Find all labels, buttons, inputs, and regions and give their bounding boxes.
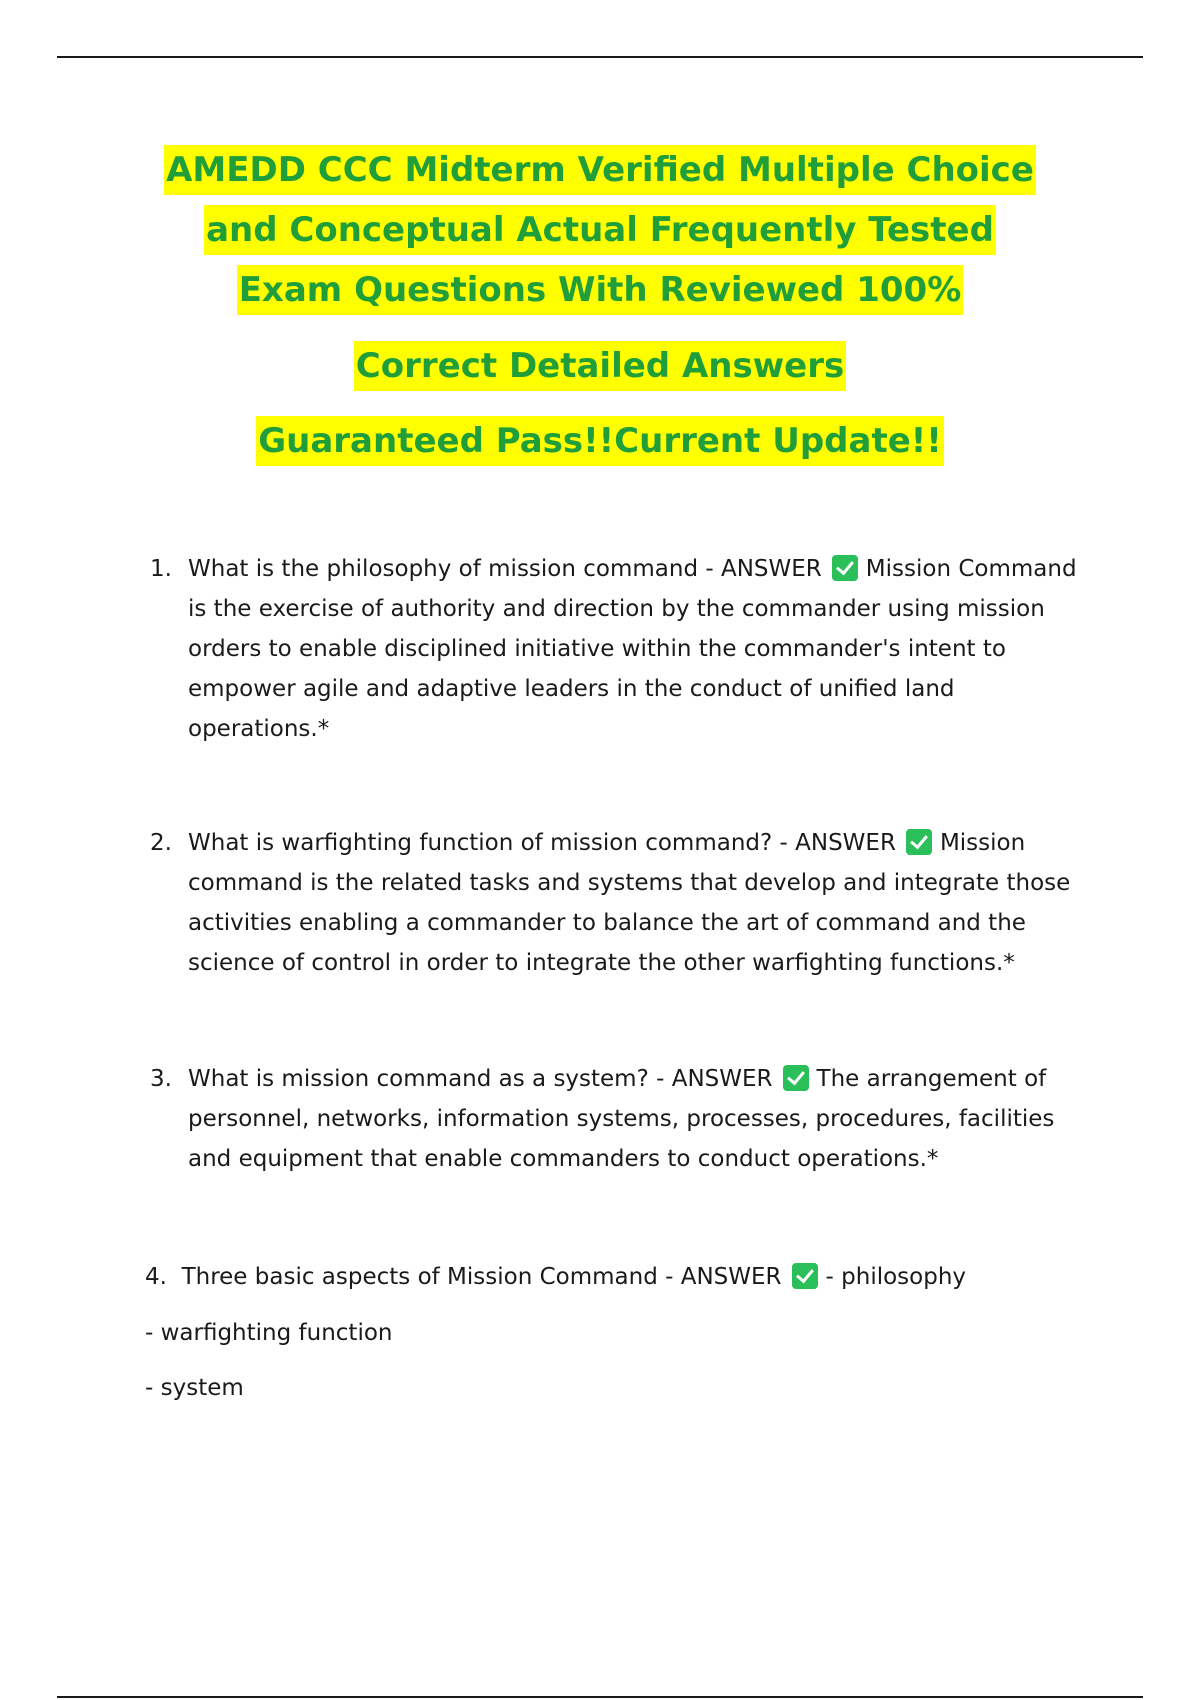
title-line-4: Correct Detailed Answers bbox=[354, 341, 846, 391]
question-text: What is warfighting function of mission command? - ANSWER bbox=[188, 830, 896, 856]
title-line-5: Guaranteed Pass!!Current Update!! bbox=[256, 416, 944, 466]
answer-text: Mission Command is the exercise of authority and direction by the commander using mission orders to enable disciplined initiative within the commander's intent to empower agile and adaptive leaders in the conduct of unified land operations.* bbox=[188, 556, 1077, 742]
answer-text: The arrangement of personnel, networks, information systems, processes, procedures, facilities and equipment that enable commanders to conduct operations.* bbox=[188, 1066, 1055, 1172]
question-item-4 bbox=[145, 1257, 1095, 1408]
question-number: 4. bbox=[145, 1264, 167, 1290]
question-number: 1. bbox=[150, 556, 172, 582]
answer-text: - philosophy bbox=[825, 1264, 967, 1290]
question-text: What is mission command as a system? - ANSWER bbox=[188, 1066, 773, 1092]
answer-list-item: - warfighting function bbox=[145, 1320, 393, 1346]
bottom-rule bbox=[57, 1696, 1143, 1698]
question-item-3 bbox=[150, 1059, 1100, 1179]
title-line-2: and Conceptual Actual Frequently Tested bbox=[204, 205, 996, 255]
answer-text: Mission command is the related tasks and systems that develop and integrate those activities enabling a commander to balance the art of command and the science of control in order to integrate the other warfighting functions.* bbox=[188, 830, 1071, 976]
title-line-1: AMEDD CCC Midterm Verified Multiple Choice bbox=[164, 145, 1036, 195]
question-number: 3. bbox=[150, 1066, 172, 1092]
check-mark-icon bbox=[906, 829, 932, 855]
title-line-3: Exam Questions With Reviewed 100% bbox=[237, 265, 964, 315]
check-mark-icon bbox=[792, 1263, 818, 1289]
check-mark-icon bbox=[783, 1065, 809, 1091]
top-rule bbox=[57, 56, 1143, 58]
document-title bbox=[0, 145, 1200, 476]
answer-list-item: - system bbox=[145, 1375, 244, 1401]
check-mark-icon bbox=[832, 555, 858, 581]
question-number: 2. bbox=[150, 830, 172, 856]
question-item-2 bbox=[150, 823, 1100, 983]
question-item-1 bbox=[150, 549, 1100, 749]
question-text: Three basic aspects of Mission Command - ANSWER bbox=[181, 1264, 782, 1290]
question-text: What is the philosophy of mission command - ANSWER bbox=[188, 556, 822, 582]
